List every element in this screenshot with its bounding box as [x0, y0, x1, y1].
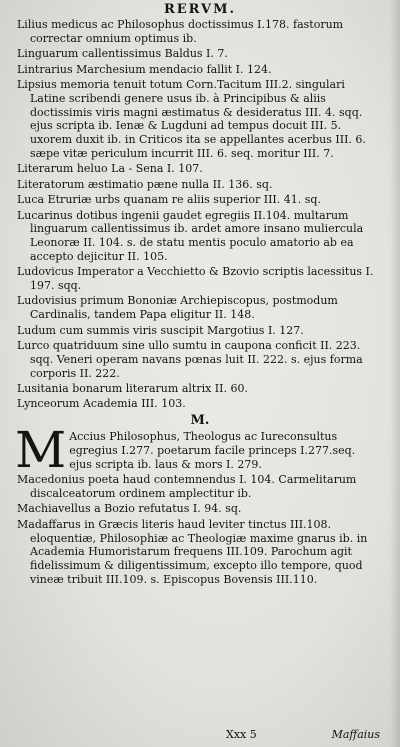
- index-entry: Ludum cum summis viris suscipit Margotius I. 127.: [17, 323, 304, 337]
- catchword: Maffaius: [331, 728, 380, 741]
- index-entry: Lynceorum Academia III. 103.: [17, 397, 186, 411]
- index-entry: Madaffarus in Græcis literis haud leviter tinctus III.108. eloquentiæ, Philosophiæ ac Theologiæ maxime gnarus ib. in Academia Humoristarum frequens III.109. Parochum agit fidelissimum & diligentissimum, excepto illo tempore, quod vineæ tribuit III.109. s. Episcopus Bovensis III.110.: [17, 517, 368, 586]
- index-entry: Lilius medicus ac Philosophus doctissimus I.178. fastorum correctar omnium optimus ib.: [17, 18, 344, 45]
- index-entry: Literarum heluo La - Sena I. 107.: [17, 162, 203, 176]
- index-entry: Linguarum callentissimus Baldus I. 7.: [17, 47, 228, 61]
- index-entry: Lintrarius Marchesium mendacio fallit I. 124.: [17, 62, 272, 76]
- index-entry-text: Accius Philosophus, Theologus ac Iureconsultus egregius I.277. poetarum facile princeps I.277.seq. ejus scripta ib. laus & mors I. 279.: [69, 430, 356, 471]
- drop-cap: M: [15, 421, 67, 480]
- index-entry: Ludovisius primum Bononiæ Archiepiscopus, postmodum Cardinalis, tandem Papa eligitur II. 148.: [17, 294, 338, 322]
- index-entry-first-m: [0, 421, 400, 480]
- section-letter: M.: [190, 413, 210, 429]
- index-entry: Ludovicus Imperator a Vecchietto & Bzovio scriptis lacessitus I. 197. sqq.: [17, 265, 374, 293]
- index-entry: Literatorum æstimatio pæne nulla II. 136. sq.: [17, 177, 273, 191]
- index-entries: [0, 18, 400, 587]
- signature-mark: Xxx 5: [226, 728, 257, 741]
- index-entry: Lipsius memoria tenuit totum Corn.Tacitum III.2. singulari Latine scribendi genere usus ib. à Principibus & aliis doctissimis viris magni æstimatus & desideratus III. 4. sqq. ejus scripta ib. Ienæ & Lugduni ad tempus docuit III. 5. uxorem duxit ib. in Criticos ita se appellantes acerbus III. 6. sæpe vitæ periculum incurrit III. 6. seq. moritur III. 7.: [17, 77, 366, 160]
- running-header: RERVM.: [163, 2, 237, 17]
- page-edge-shadow: [390, 0, 400, 747]
- page-footer: [0, 727, 400, 743]
- index-entry: Lurco quatriduum sine ullo sumtu in caupona conficit II. 223. sqq. Veneri operam navans pœnas luit II. 222. s. ejus forma corporis II. 222.: [17, 339, 363, 380]
- index-entry: Machiavellus a Bozio refutatus I. 94. sq.: [17, 502, 242, 516]
- index-entry: Luca Etruriæ urbs quanam re aliis superior III. 41. sq.: [17, 193, 321, 207]
- index-entry: Lusitania bonarum literarum altrix II. 60.: [17, 382, 248, 396]
- index-entry: Macedonius poeta haud contemnendus I. 104. Carmelitarum discalceatorum ordinem amplectitur ib.: [17, 473, 357, 501]
- index-entry: Lucarinus dotibus ingenii gaudet egregiis II.104. multarum linguarum callentissimus ib. ardet amore insano muliercula Leonoræ II. 104. s. de statu mentis poculo amatorio ab ea accepto dejicitur II. 105.: [17, 208, 364, 263]
